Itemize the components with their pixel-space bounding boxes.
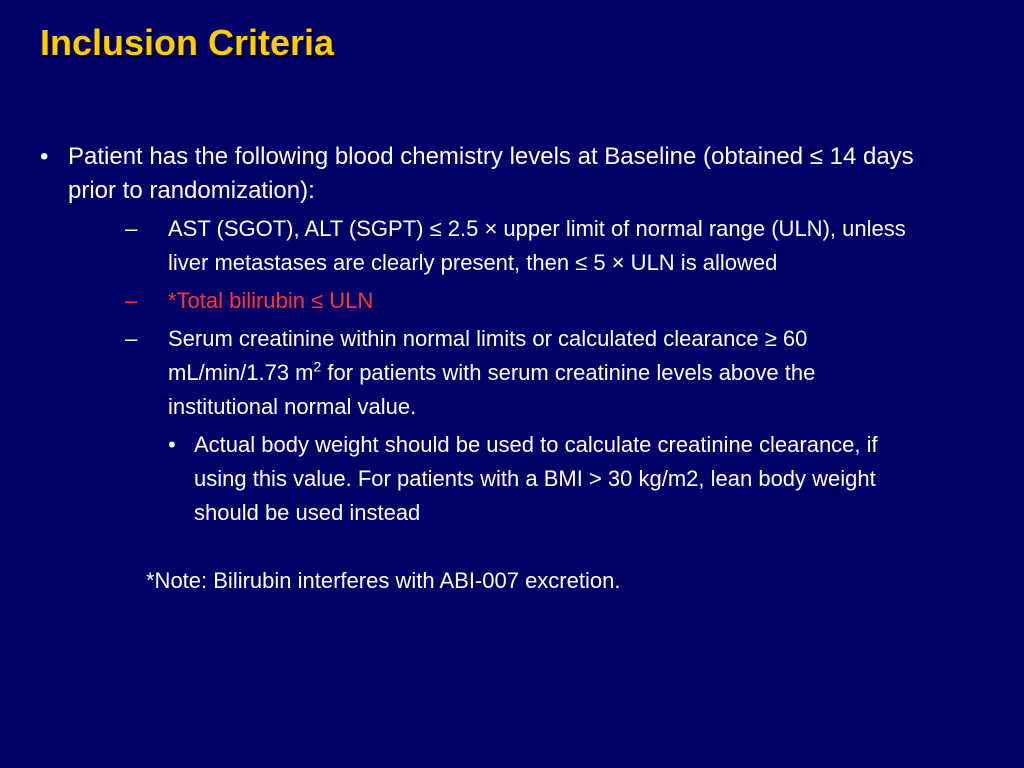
sub-item-creatinine bbox=[125, 322, 920, 424]
bullet-text: Patient has the following blood chemistry levels at Baseline (obtained ≤ 14 days prior to randomization): bbox=[68, 143, 914, 204]
dash-icon: – bbox=[125, 326, 138, 351]
dash-icon: – bbox=[125, 216, 138, 241]
sub-item-text: AST (SGOT), ALT (SGPT) ≤ 2.5 × upper limit of normal range (ULN), unless liver metastases are clearly present, then ≤ 5 × ULN is allowed bbox=[168, 216, 906, 275]
subsub-item-body-weight bbox=[168, 428, 920, 530]
sub-item-bilirubin bbox=[125, 284, 920, 318]
bilirubin-note: *Note: Bilirubin interferes with ABI-007 excretion. bbox=[146, 568, 621, 593]
bullet-icon: • bbox=[168, 432, 176, 457]
dash-icon: – bbox=[125, 288, 138, 313]
bullet-icon: • bbox=[40, 143, 49, 170]
sub-item-text-part1: Serum creatinine within normal limits or calculated clearance ≥ 60 mL/min/1.73 m bbox=[168, 326, 808, 385]
sub-item-text: *Total bilirubin ≤ ULN bbox=[168, 288, 374, 313]
sub-item-text-part2: for patients with serum creatinine levels above the institutional normal value. bbox=[168, 360, 816, 419]
superscript: 2 bbox=[313, 358, 322, 375]
bullet-item-blood-chemistry bbox=[40, 140, 920, 208]
subsub-item-text: Actual body weight should be used to calculate creatinine clearance, if using this value. For patients with a BMI > 30 kg/m2, lean body weight should be used instead bbox=[194, 432, 878, 525]
slide-title: Inclusion Criteria bbox=[40, 22, 335, 63]
sub-item-ast-alt bbox=[125, 212, 920, 280]
slide-content bbox=[40, 140, 920, 598]
